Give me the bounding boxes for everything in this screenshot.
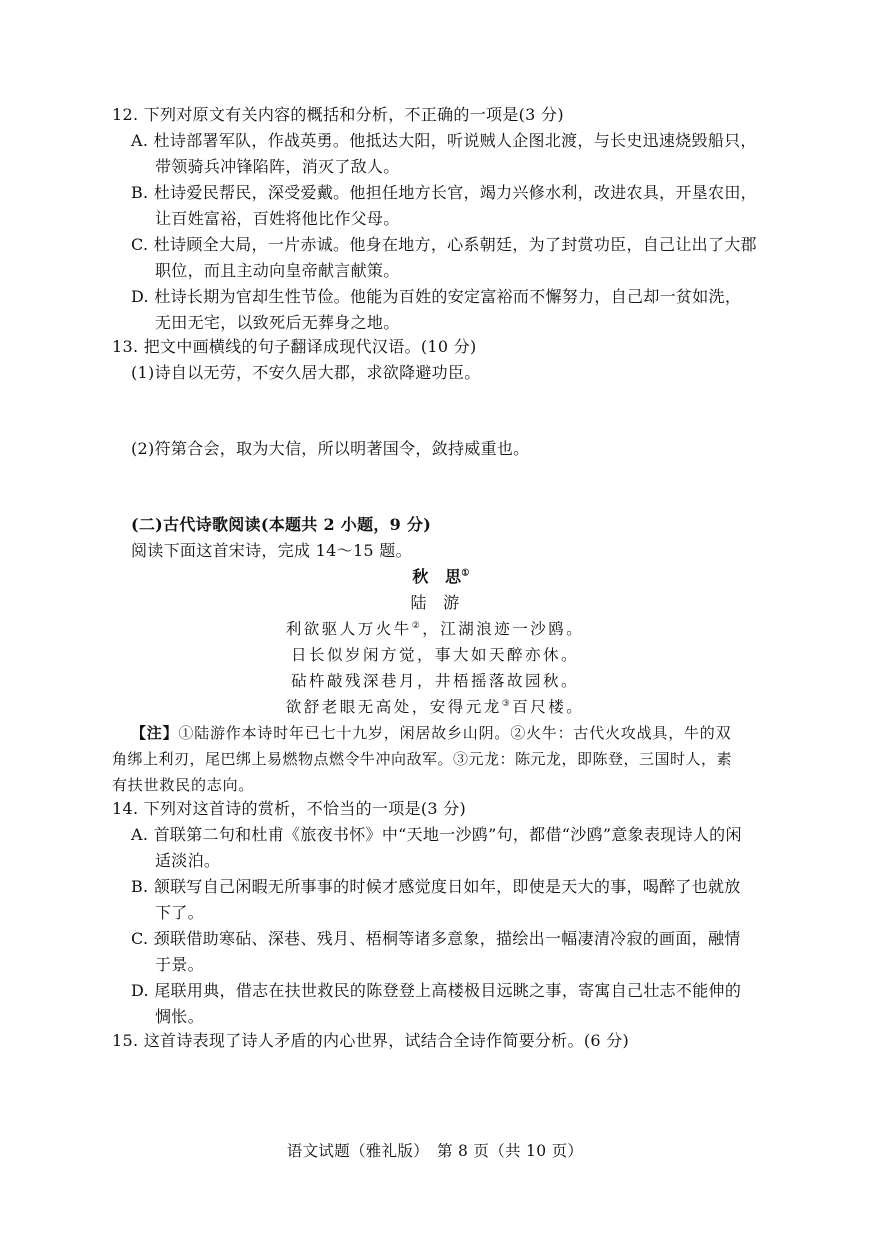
- poem-author: 陆 游: [410, 593, 460, 612]
- q13-sentence-2: (2)符第合会，取为大信，所以明著国令，敛持威重也。: [131, 439, 530, 458]
- q12-option-d-cont: 无田无宅，以致死后无葬身之地。: [155, 313, 400, 332]
- q14-option-c: C. 颈联借助寒砧、深巷、残月、梧桐等诸多意象，描绘出一幅凄清冷寂的画面，融情: [131, 929, 741, 948]
- q14-option-d-cont: 惆怅。: [155, 1007, 204, 1026]
- poem-line-3: 砧杵敲残深巷月，井梧摇落故园秋。: [290, 672, 579, 690]
- note-ref-2: ②: [411, 620, 423, 631]
- poem-title: 秋 思①: [412, 567, 470, 586]
- page-footer: 语文试题（雅礼版） 第 8 页（共 10 页）: [286, 1142, 584, 1160]
- q12-option-c: C. 杜诗顾全大局，一片赤诚。他身在地方，心系朝廷，为了封赏功臣，自己让出了大郡: [131, 235, 757, 254]
- q14-option-d: D. 尾联用典，借志在扶世救民的陈登登上高楼极目远眺之事，寄寓自己壮志不能伸的: [131, 981, 742, 1000]
- q12-option-b: B. 杜诗爱民帮民，深受爱戴。他担任地方长官，竭力兴修水利，改进农具，开垦农田，: [131, 183, 757, 202]
- q12-stem: 12. 下列对原文有关内容的概括和分析，不正确的一项是(3 分): [112, 105, 564, 124]
- q13-sentence-1: (1)诗自以无劳，不安久居大郡，求欲降避功臣。: [131, 363, 481, 382]
- note-ref-1: ①: [461, 568, 470, 579]
- notes-line-2: 角绑上利刃，尾巴绑上易燃物点燃令牛冲向敌军。③元龙：陈元龙，即陈登，三国时人，素: [112, 750, 733, 768]
- section-intro: 阅读下面这首宋诗，完成 14～15 题。: [131, 541, 412, 560]
- q14-stem: 14. 下列对这首诗的赏析，不恰当的一项是(3 分): [112, 799, 467, 818]
- notes-line-3: 有扶世救民的志向。: [112, 776, 255, 794]
- q13-stem: 13. 把文中画横线的句子翻译成现代汉语。(10 分): [112, 337, 477, 356]
- poem-line-2: 日长似岁闲方觉，事大如天醉亦休。: [290, 646, 579, 664]
- notes-label: 【注】: [131, 724, 179, 742]
- q12-option-a-cont: 带领骑兵冲锋陷阵，消灭了敌人。: [155, 157, 400, 176]
- notes-line-1: 【注】①陆游作本诗时年已七十九岁，闲居故乡山阴。②火牛：古代火攻战具，牛的双: [131, 724, 732, 742]
- q12-option-c-cont: 职位，而且主动向皇帝献言献策。: [155, 261, 400, 280]
- q14-option-c-cont: 于景。: [155, 955, 204, 974]
- q14-option-a: A. 首联第二句和杜甫《旅夜书怀》中“天地一沙鸥”句，都借“沙鸥”意象表现诗人的闲: [131, 825, 742, 844]
- poem-line-4: 欲舒老眼无高处，安得元龙③百尺楼。: [285, 698, 585, 716]
- q12-option-a: A. 杜诗部署军队，作战英勇。他抵达大阳，听说贼人企图北渡，与长史迅速烧毁船只，: [131, 131, 757, 150]
- q12-option-d: D. 杜诗长期为官却生性节俭。他能为百姓的安定富裕而不懈努力，自己却一贫如洗，: [131, 287, 742, 306]
- q14-option-b: B. 颔联写自己闲暇无所事事的时候才感觉度日如年，即使是天大的事，喝醉了也就放: [131, 877, 741, 896]
- section-heading: (二)古代诗歌阅读(本题共 2 小题，9 分): [131, 515, 432, 534]
- q15-stem: 15. 这首诗表现了诗人矛盾的内心世界，试结合全诗作简要分析。(6 分): [112, 1031, 630, 1050]
- poem-line-1: 利欲驱人万火牛②，江湖浪迹一沙鸥。: [285, 620, 585, 638]
- q12-option-b-cont: 让百姓富裕，百姓将他比作父母。: [155, 209, 400, 228]
- q14-option-a-cont: 适淡泊。: [155, 851, 221, 870]
- note-ref-3: ③: [501, 698, 513, 709]
- q14-option-b-cont: 下了。: [155, 903, 204, 922]
